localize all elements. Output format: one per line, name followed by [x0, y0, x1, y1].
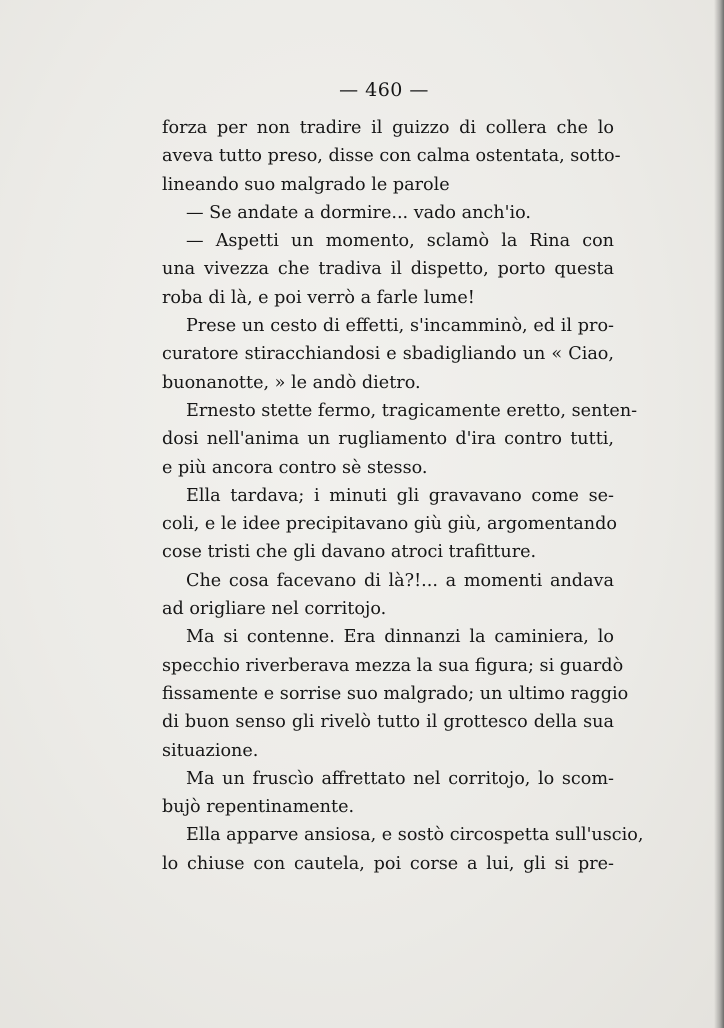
text-line: specchio riverberava mezza la sua figura; si guardò	[162, 655, 624, 676]
text-line: coli, e le idee precipitavano giù giù, argomentando	[162, 514, 617, 535]
text-line: buonanotte, » le andò dietro.	[162, 372, 421, 393]
text-line: curatore stiracchiandosi e sbadigliando un « Ciao,	[162, 344, 614, 365]
text-line: bujò repentinamente.	[162, 797, 355, 818]
text-line: una vivezza che tradiva il dispetto, porto questa	[162, 259, 614, 280]
text-line: lineando suo malgrado le parole	[162, 174, 450, 195]
text-line: Ernesto stette fermo, tragicamente eretto, senten-	[186, 400, 638, 421]
page-number: — 460 —	[339, 79, 429, 101]
text-line: — Aspetti un momento, sclamò la Rina con	[186, 231, 614, 252]
text-line: Ma un fruscìo affrettato nel corritojo, lo scom-	[186, 768, 614, 789]
text-line: forza per non tradire il guizzo di collera che lo	[162, 118, 614, 138]
text-line: roba di là, e poi verrò a farle lume!	[162, 287, 475, 308]
text-line: Ella tardava; i minuti gli gravavano come se-	[186, 485, 614, 506]
text-line: Che cosa facevano di là?!... a momenti andava	[186, 570, 614, 591]
body-text	[162, 114, 644, 878]
text-line: Ella apparve ansiosa, e sostò circospetta sull'uscio,	[186, 825, 644, 846]
text-line: fissamente e sorrise suo malgrado; un ultimo raggio	[162, 683, 629, 704]
text-line: e più ancora contro sè stesso.	[162, 457, 428, 478]
text-line: cose tristi che gli davano atroci trafitture.	[162, 542, 537, 563]
text-line: lo chiuse con cautela, poi corse a lui, gli si pre-	[162, 853, 614, 874]
text-line: aveva tutto preso, disse con calma ostentata, sotto-	[162, 146, 621, 167]
text-line: ad origliare nel corritojo.	[162, 599, 387, 620]
text-line: — Se andate a dormire... vado anch'io.	[186, 202, 531, 223]
text-line: Ma si contenne. Era dinnanzi la caminiera, lo	[186, 627, 614, 648]
text-line: Prese un cesto di effetti, s'incamminò, ed il pro-	[186, 316, 614, 337]
text-line: di buon senso gli rivelò tutto il grottesco della sua	[162, 712, 614, 733]
text-line: situazione.	[162, 740, 259, 761]
page-edge-shadow	[714, 0, 724, 1028]
text-line: dosi nell'anima un rugliamento d'ira contro tutti,	[162, 429, 614, 450]
